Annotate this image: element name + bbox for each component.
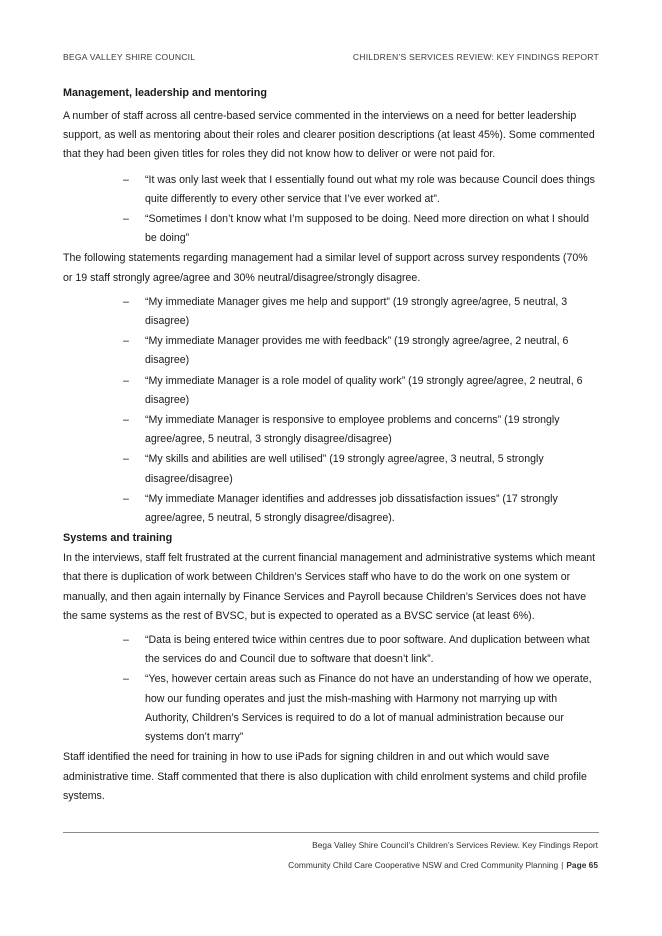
systems-intro-paragraph: In the interviews, staff felt frustrated at the current financial management and administrative systems which meant that there is duplication of work between Children’s Services staff who have to do the work on one system or manually, and then again internally by Finance Services and Payroll because Children’s Services does not have the same systems as the rest of BVSC, but is expected to operated as a BVSC service (at least 6%). <box>63 552 596 622</box>
header-report-title: CHILDREN’S SERVICES REVIEW: KEY FINDINGS REPORT <box>352 52 599 62</box>
list-item: – “Data is being entered twice within centres due to poor software. And duplication between what the services do and Council due to software that doesn’t link”. <box>123 634 590 666</box>
footer-authors: Community Child Care Cooperative NSW and Cred Community Planning <box>288 860 559 870</box>
management-intro-paragraph: A number of staff across all centre-based service commented in the interviews on a need for better leadership support, as well as mentoring about their roles and clearer position descriptions (at least 45%). Some commented that they had been given titles for roles they did not know how to deliver or were not paid for. <box>63 110 595 161</box>
page-header <box>63 52 599 66</box>
list-item: – “Yes, however certain areas such as Finance do not have an understanding of how we operate, how our funding operates and just the mish-mashing with Harmony not marrying up with Authority, Children’s Services is required to do a lot of manual administration because our systems don’t marry” <box>123 673 592 744</box>
list-item: – “It was only last week that I essentially found out what my role was because Council does things quite differently to every other service that I’ve ever worked at”. <box>123 173 595 205</box>
list-item: – “My immediate Manager is a role model of quality work” (19 strongly agree/agree, 2 neutral, 6 disagree) <box>123 374 583 406</box>
footer-separator: | <box>561 860 564 870</box>
list-item: – “My immediate Manager provides me with feedback” (19 strongly agree/agree, 2 neutral, 6 disagree) <box>123 335 569 367</box>
footer-divider <box>63 832 599 833</box>
page-number: Page 65 <box>566 860 598 870</box>
page-content <box>63 82 599 806</box>
list-item: – “My skills and abilities are well utilised” (19 strongly agree/agree, 3 neutral, 5 strongly disagree/disagree) <box>123 453 544 485</box>
list-item: – “My immediate Manager is responsive to employee problems and concerns” (19 strongly agree/agree, 5 neutral, 3 strongly disagree/disagree) <box>123 414 560 446</box>
list-item: – “My immediate Manager gives me help and support” (19 strongly agree/agree, 5 neutral, 3 disagree) <box>123 295 568 328</box>
systems-closing-paragraph: Staff identified the need for training in how to use iPads for signing children in and out which would save administrative time. Staff commented that there is also duplication with child enrolment systems and child profile systems. <box>63 751 587 802</box>
statements-intro-paragraph: The following statements regarding management had a similar level of support across survey respondents (70% or 19 staff strongly agree/agree and 30% neutral/disagree/strongly disagree. <box>63 252 588 284</box>
management-quotes-list <box>63 171 599 249</box>
section-heading-systems: Systems and training <box>63 532 173 545</box>
footer-credits <box>288 860 598 870</box>
section-heading-management: Management, leadership and mentoring <box>63 87 267 99</box>
list-item: – “Sometimes I don’t know what I’m supposed to be doing. Need more direction on what I should be doing” <box>123 213 590 245</box>
statements-list <box>63 293 599 528</box>
systems-quotes-list <box>63 631 599 747</box>
list-item: – “My immediate Manager identifies and addresses job dissatisfaction issues” (17 strongly agree/agree, 5 neutral, 5 strongly disagree/disagree). <box>123 492 558 525</box>
header-organisation: BEGA VALLEY SHIRE COUNCIL <box>63 52 196 62</box>
footer-report-name: Bega Valley Shire Council’s Children’s Services Review. Key Findings Report <box>312 840 598 850</box>
